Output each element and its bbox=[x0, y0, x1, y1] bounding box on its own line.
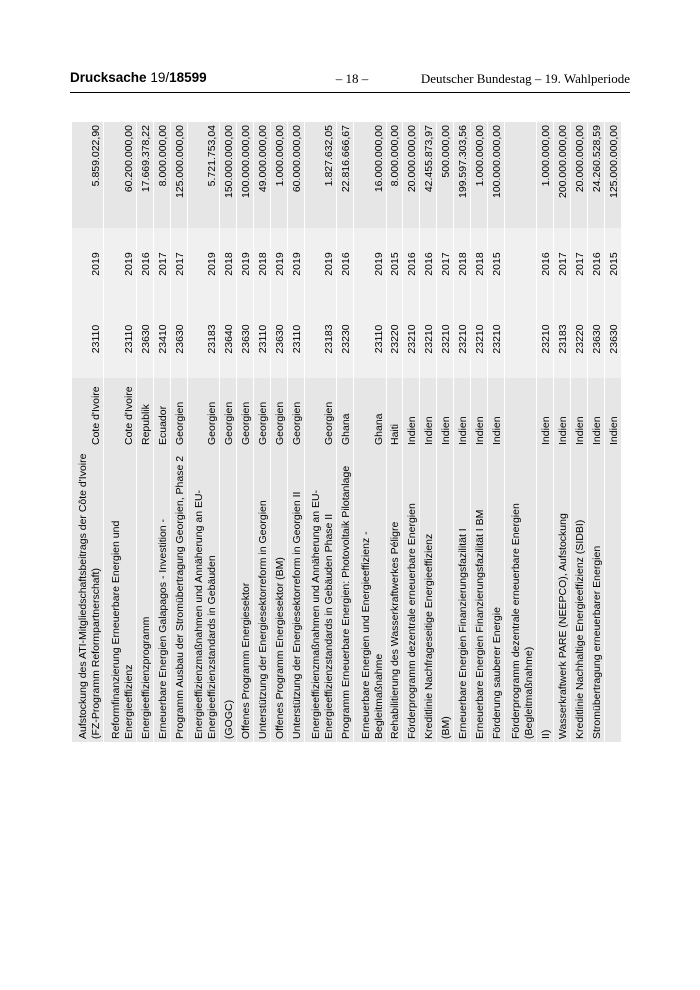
amount-cell: 8.000.000,00 bbox=[153, 122, 170, 228]
crs-code-cell: 23410 bbox=[153, 300, 170, 378]
amount-cell: 1.000.000,00 bbox=[270, 122, 287, 228]
amount-cell: 60.000.000,00 bbox=[287, 122, 304, 228]
country-cell: Indien bbox=[470, 378, 487, 448]
amount-cell: 150.000.000,00 bbox=[220, 122, 237, 228]
country-cell: Ghana bbox=[354, 378, 387, 448]
project-name-cell: Offenes Programm Energiesektor (BM) bbox=[270, 448, 287, 742]
table-row bbox=[237, 122, 254, 742]
funding-table-body bbox=[72, 122, 622, 742]
country-cell: Indien bbox=[403, 378, 420, 448]
country-cell: Indien bbox=[587, 378, 604, 448]
project-name-cell: Kreditlinie Nachhaltige Energieeffizienz (SIDBI) bbox=[571, 448, 588, 742]
crs-code-cell: 23630 bbox=[137, 300, 154, 378]
project-name-cell: Rehabilitierung des Wasserkraftwerkes Péligre bbox=[386, 448, 403, 742]
project-name-cell: Energieeffizienzprogramm bbox=[137, 448, 154, 742]
crs-code-cell: 23630 bbox=[587, 300, 604, 378]
table-row bbox=[187, 122, 220, 742]
amount-cell: 200.000.000,00 bbox=[554, 122, 571, 228]
project-name-cell: Erneuerbare Energien Finanzierungsfazilität I BM bbox=[470, 448, 487, 742]
crs-code-cell: 23183 bbox=[304, 300, 337, 378]
country-cell: Republik bbox=[137, 378, 154, 448]
year-cell: 2018 bbox=[253, 228, 270, 300]
project-name-cell: Programm Erneuerbare Energien: Photovoltaik Pilotanlage bbox=[337, 448, 354, 742]
project-name-cell: Erneuerbare Energien Galapagos - Investition - bbox=[153, 448, 170, 742]
country-cell: Indien bbox=[454, 378, 471, 448]
country-cell: Indien bbox=[604, 378, 621, 448]
country-cell: Georgien bbox=[187, 378, 220, 448]
country-cell: Indien bbox=[571, 378, 588, 448]
amount-cell: 8.000.000,00 bbox=[386, 122, 403, 228]
crs-code-cell: 23210 bbox=[403, 300, 420, 378]
project-name-cell: Stromübertragung erneuerbarer Energien bbox=[587, 448, 604, 742]
table-row bbox=[403, 122, 420, 742]
page-number: – 18 – bbox=[335, 71, 369, 86]
crs-code-cell bbox=[504, 300, 537, 378]
table-row bbox=[170, 122, 187, 742]
table-row bbox=[304, 122, 337, 742]
header-title: Deutscher Bundestag – 19. Wahlperiode bbox=[420, 71, 630, 86]
year-cell: 2017 bbox=[554, 228, 571, 300]
year-cell: 2016 bbox=[537, 228, 554, 300]
crs-code-cell: 23220 bbox=[386, 300, 403, 378]
project-name-cell: Aufstockung des ATI-Mitgliedschaftsbeitrags der Côte d'Ivoire (FZ-Programm Reformpartnerschaft) bbox=[72, 448, 104, 742]
country-cell: Indien bbox=[537, 378, 554, 448]
amount-cell: 42.455.873,97 bbox=[420, 122, 437, 228]
amount-cell: 17.669.378,22 bbox=[137, 122, 154, 228]
table-row bbox=[604, 122, 621, 742]
crs-code-cell: 23210 bbox=[487, 300, 504, 378]
amount-cell: 16.000.000,00 bbox=[354, 122, 387, 228]
amount-cell: 5.721.753,04 bbox=[187, 122, 220, 228]
year-cell: 2019 bbox=[354, 228, 387, 300]
page-header bbox=[70, 70, 630, 93]
table-row bbox=[137, 122, 154, 742]
year-cell: 2015 bbox=[386, 228, 403, 300]
year-cell: 2019 bbox=[104, 228, 137, 300]
amount-cell: 5.859.022,90 bbox=[72, 122, 104, 228]
year-cell: 2016 bbox=[587, 228, 604, 300]
country-cell: Indien bbox=[487, 378, 504, 448]
crs-code-cell: 23110 bbox=[287, 300, 304, 378]
country-cell: Georgien bbox=[270, 378, 287, 448]
table-row bbox=[287, 122, 304, 742]
amount-cell: 24.260.528,59 bbox=[587, 122, 604, 228]
year-cell: 2016 bbox=[403, 228, 420, 300]
project-name-cell: Energieeffizienzmaßnahmen und Annäherung an EU-Energieeffizienzstandards in Gebäuden bbox=[187, 448, 220, 742]
project-name-cell: Förderung sauberer Energie bbox=[487, 448, 504, 742]
amount-cell: 125.000.000,00 bbox=[604, 122, 621, 228]
project-name-cell: (BM) bbox=[437, 448, 454, 742]
crs-code-cell: 23630 bbox=[170, 300, 187, 378]
table-row bbox=[504, 122, 537, 742]
crs-code-cell: 23110 bbox=[253, 300, 270, 378]
project-name-cell: Energieeffizienzmaßnahmen und Annäherung an EU-Energieeffizienzstandards in Gebäuden Phase II bbox=[304, 448, 337, 742]
project-name-cell: Wasserkraftwerk PARE (NEEPCO), Aufstockung bbox=[554, 448, 571, 742]
crs-code-cell: 23210 bbox=[437, 300, 454, 378]
amount-cell bbox=[504, 122, 537, 228]
year-cell: 2017 bbox=[571, 228, 588, 300]
table-row bbox=[220, 122, 237, 742]
table-row bbox=[72, 122, 104, 742]
crs-code-cell: 23110 bbox=[354, 300, 387, 378]
project-name-cell: Reformfinanzierung Erneuerbare Energien und Energieeffizienz bbox=[104, 448, 137, 742]
country-cell: Cote d'Ivoire bbox=[104, 378, 137, 448]
crs-code-cell: 23110 bbox=[104, 300, 137, 378]
crs-code-cell: 23183 bbox=[554, 300, 571, 378]
table-row bbox=[253, 122, 270, 742]
project-name-cell: Programm Ausbau der Stromübertragung Georgien, Phase 2 bbox=[170, 448, 187, 742]
project-name-cell: (GOGC) bbox=[220, 448, 237, 742]
year-cell: 2018 bbox=[470, 228, 487, 300]
crs-code-cell: 23110 bbox=[72, 300, 104, 378]
project-name-cell: Unterstützung der Energiesektorreform in Georgien bbox=[253, 448, 270, 742]
table-row bbox=[104, 122, 137, 742]
year-cell: 2016 bbox=[420, 228, 437, 300]
country-cell bbox=[504, 378, 537, 448]
amount-cell: 20.000.000,00 bbox=[403, 122, 420, 228]
crs-code-cell: 23630 bbox=[237, 300, 254, 378]
crs-code-cell: 23220 bbox=[571, 300, 588, 378]
year-cell: 2015 bbox=[604, 228, 621, 300]
year-cell: 2019 bbox=[187, 228, 220, 300]
drucksache-label: Drucksache 19/18599 bbox=[70, 70, 207, 85]
year-cell: 2019 bbox=[72, 228, 104, 300]
crs-code-cell: 23230 bbox=[337, 300, 354, 378]
crs-code-cell: 23630 bbox=[270, 300, 287, 378]
table-row bbox=[554, 122, 571, 742]
table-row bbox=[386, 122, 403, 742]
year-cell: 2019 bbox=[304, 228, 337, 300]
table-row bbox=[537, 122, 554, 742]
table-row bbox=[587, 122, 604, 742]
country-cell: Indien bbox=[554, 378, 571, 448]
project-name-cell: Offenes Programm Energiesektor bbox=[237, 448, 254, 742]
table-row bbox=[153, 122, 170, 742]
country-cell: Georgien bbox=[170, 378, 187, 448]
year-cell bbox=[504, 228, 537, 300]
crs-code-cell: 23210 bbox=[454, 300, 471, 378]
table-row bbox=[420, 122, 437, 742]
year-cell: 2017 bbox=[153, 228, 170, 300]
amount-cell: 20.000.000,00 bbox=[571, 122, 588, 228]
year-cell: 2017 bbox=[437, 228, 454, 300]
crs-code-cell: 23630 bbox=[604, 300, 621, 378]
project-name-cell: Unterstützung der Energiesektorreform in Georgien II bbox=[287, 448, 304, 742]
country-cell: Georgien bbox=[287, 378, 304, 448]
country-cell: Georgien bbox=[237, 378, 254, 448]
table-row bbox=[487, 122, 504, 742]
year-cell: 2018 bbox=[220, 228, 237, 300]
country-cell: Georgien bbox=[304, 378, 337, 448]
year-cell: 2016 bbox=[337, 228, 354, 300]
country-cell: Indien bbox=[420, 378, 437, 448]
project-name-cell: Erneuerbare Energien und Energieeffizienz - Begleitmaßnahme bbox=[354, 448, 387, 742]
country-cell: Georgien bbox=[253, 378, 270, 448]
country-cell: Georgien bbox=[220, 378, 237, 448]
table-row bbox=[470, 122, 487, 742]
country-cell: Haiti bbox=[386, 378, 403, 448]
table-row bbox=[454, 122, 471, 742]
amount-cell: 500.000,00 bbox=[437, 122, 454, 228]
project-name-cell: II) bbox=[537, 448, 554, 742]
project-name-cell: Förderprogramm dezentrale erneuerbare Energien bbox=[403, 448, 420, 742]
year-cell: 2019 bbox=[237, 228, 254, 300]
amount-cell: 1.000.000,00 bbox=[537, 122, 554, 228]
crs-code-cell: 23210 bbox=[537, 300, 554, 378]
year-cell: 2015 bbox=[487, 228, 504, 300]
project-name-cell: Erneuerbare Energien Finanzierungsfazilität I bbox=[454, 448, 471, 742]
project-name-cell: Kreditlinie Nachfrageseitige Energieeffizienz bbox=[420, 448, 437, 742]
table-row bbox=[354, 122, 387, 742]
crs-code-cell: 23210 bbox=[420, 300, 437, 378]
amount-cell: 100.000.000,00 bbox=[237, 122, 254, 228]
amount-cell: 1.827.632,05 bbox=[304, 122, 337, 228]
amount-cell: 49.000.000,00 bbox=[253, 122, 270, 228]
crs-code-cell: 23210 bbox=[470, 300, 487, 378]
crs-code-cell: 23640 bbox=[220, 300, 237, 378]
table-row bbox=[270, 122, 287, 742]
table-row bbox=[437, 122, 454, 742]
table-row bbox=[571, 122, 588, 742]
year-cell: 2018 bbox=[454, 228, 471, 300]
project-name-cell bbox=[604, 448, 621, 742]
amount-cell: 60.200.000,00 bbox=[104, 122, 137, 228]
year-cell: 2017 bbox=[170, 228, 187, 300]
year-cell: 2019 bbox=[270, 228, 287, 300]
country-cell: Ecuador bbox=[153, 378, 170, 448]
amount-cell: 1.000.000,00 bbox=[470, 122, 487, 228]
funding-table bbox=[72, 122, 622, 742]
amount-cell: 22.816.666,67 bbox=[337, 122, 354, 228]
country-cell: Indien bbox=[437, 378, 454, 448]
year-cell: 2016 bbox=[137, 228, 154, 300]
year-cell: 2019 bbox=[287, 228, 304, 300]
country-cell: Cote d'Ivoire bbox=[72, 378, 104, 448]
amount-cell: 100.000.000,00 bbox=[487, 122, 504, 228]
country-cell: Ghana bbox=[337, 378, 354, 448]
amount-cell: 199.597.303,56 bbox=[454, 122, 471, 228]
project-name-cell: Förderprogramm dezentrale erneuerbare Energien (Begleitmaßnahme) bbox=[504, 448, 537, 742]
rotated-table-container bbox=[72, 122, 622, 742]
crs-code-cell: 23183 bbox=[187, 300, 220, 378]
table-row bbox=[337, 122, 354, 742]
amount-cell: 125.000.000,00 bbox=[170, 122, 187, 228]
